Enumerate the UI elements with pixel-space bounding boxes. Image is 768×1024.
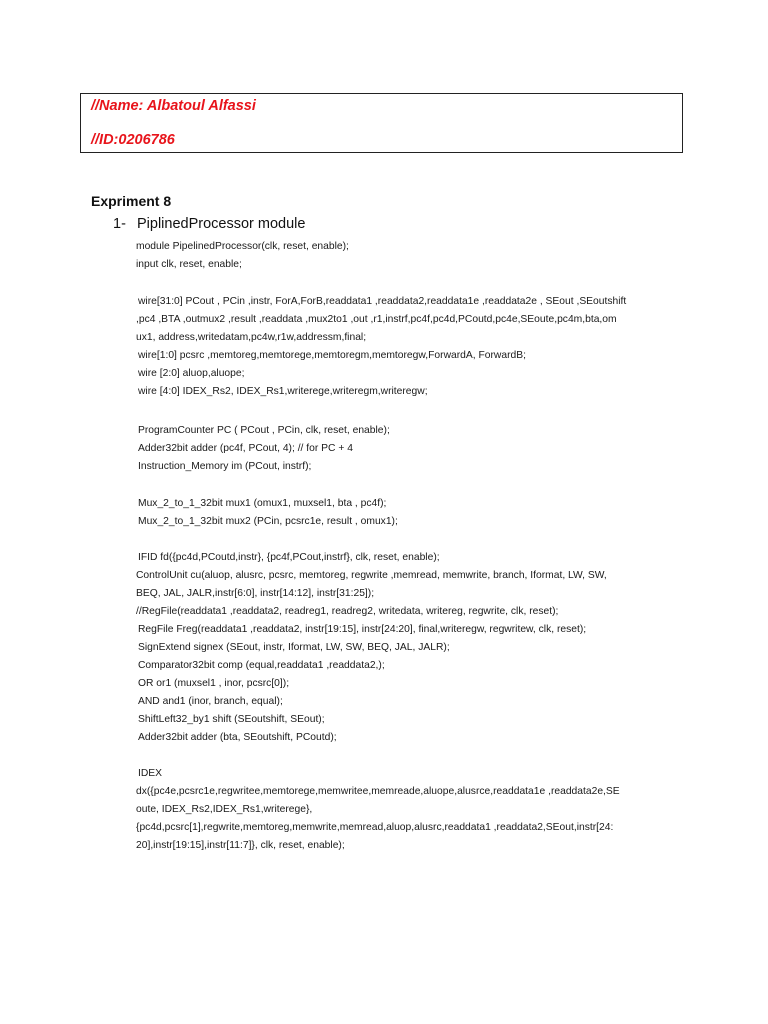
code-line: input clk, reset, enable; (136, 259, 242, 270)
code-line: OR or1 (muxsel1 , inor, pcsrc[0]); (138, 678, 290, 689)
code-line: Comparator32bit comp (equal,readdata1 ,readdata2,); (138, 660, 385, 671)
code-line: ux1, address,writedatam,pc4w,r1w,addressm,final; (136, 332, 367, 343)
code-line: IDEX (138, 768, 163, 779)
code-line: ControlUnit cu(aluop, alusrc, pcsrc, memtoreg, regwrite ,memread, memwrite, branch, Iformat, LW, SW, (136, 570, 607, 581)
code-line: wire[1:0] pcsrc ,memtoreg,memtorege,memtoregm,memtoregw,ForwardA, ForwardB; (138, 350, 526, 361)
student-id: //ID:0206786 (91, 132, 175, 148)
code-line: Mux_2_to_1_32bit mux1 (omux1, muxsel1, bta , pc4f); (138, 498, 387, 509)
code-line: 20],instr[19:15],instr[11:7]}, clk, reset, enable); (136, 840, 345, 851)
code-line: Adder32bit adder (bta, SEoutshift, PCoutd); (138, 732, 337, 743)
student-name: //Name: Albatoul Alfassi (91, 98, 256, 114)
code-line: dx({pc4e,pcsrc1e,regwritee,memtorege,memwritee,memreade,aluope,alusrce,readdata1e ,readdata2e,SE (136, 786, 620, 797)
code-line: oute, IDEX_Rs2,IDEX_Rs1,writerege}, (136, 804, 313, 815)
code-line: //RegFile(readdata1 ,readdata2, readreg1, readreg2, writedata, writereg, regwrite, clk, reset); (136, 606, 559, 617)
code-line: {pc4d,pcsrc[1],regwrite,memtoreg,memwrite,memread,aluop,alusrc,readdata1 ,readdata2,SEout,instr[24: (136, 822, 614, 833)
code-line: wire [4:0] IDEX_Rs2, IDEX_Rs1,writerege,writeregm,writeregw; (138, 386, 428, 397)
code-line: ProgramCounter PC ( PCout , PCin, clk, reset, enable); (138, 425, 390, 436)
section-title: PiplinedProcessor module (137, 216, 306, 232)
code-line: ShiftLeft32_by1 shift (SEoutshift, SEout); (138, 714, 325, 725)
code-line: module PipelinedProcessor(clk, reset, enable); (136, 241, 349, 252)
section-number: 1- (113, 216, 126, 232)
code-line: Adder32bit adder (pc4f, PCout, 4); // for PC + 4 (138, 443, 353, 454)
code-line: wire[31:0] PCout , PCin ,instr, ForA,ForB,readdata1 ,readdata2,readdata1e ,readdata2e , SEout ,SEoutshift (138, 296, 627, 307)
experiment-title: Expriment 8 (91, 193, 172, 209)
code-line: BEQ, JAL, JALR,instr[6:0], instr[14:12], instr[31:25]); (136, 588, 375, 599)
code-line: Instruction_Memory im (PCout, instrf); (138, 461, 312, 472)
student-info-box (80, 93, 683, 153)
code-line: wire [2:0] aluop,aluope; (138, 368, 245, 379)
code-line: RegFile Freg(readdata1 ,readdata2, instr[19:15], instr[24:20], final,writeregw, regwritew, clk, reset); (138, 624, 587, 635)
code-line: SignExtend signex (SEout, instr, Iformat, LW, SW, BEQ, JAL, JALR); (138, 642, 450, 653)
code-line: ,pc4 ,BTA ,outmux2 ,result ,readdata ,mux2to1 ,out ,r1,instrf,pc4f,pc4d,PCoutd,pc4e,SEoute,pc4m,bta,om (136, 314, 617, 325)
code-line: IFID fd({pc4d,PCoutd,instr}, {pc4f,PCout,instrf}, clk, reset, enable); (138, 552, 440, 563)
code-line: Mux_2_to_1_32bit mux2 (PCin, pcsrc1e, result , omux1); (138, 516, 398, 527)
code-line: AND and1 (inor, branch, equal); (138, 696, 283, 707)
